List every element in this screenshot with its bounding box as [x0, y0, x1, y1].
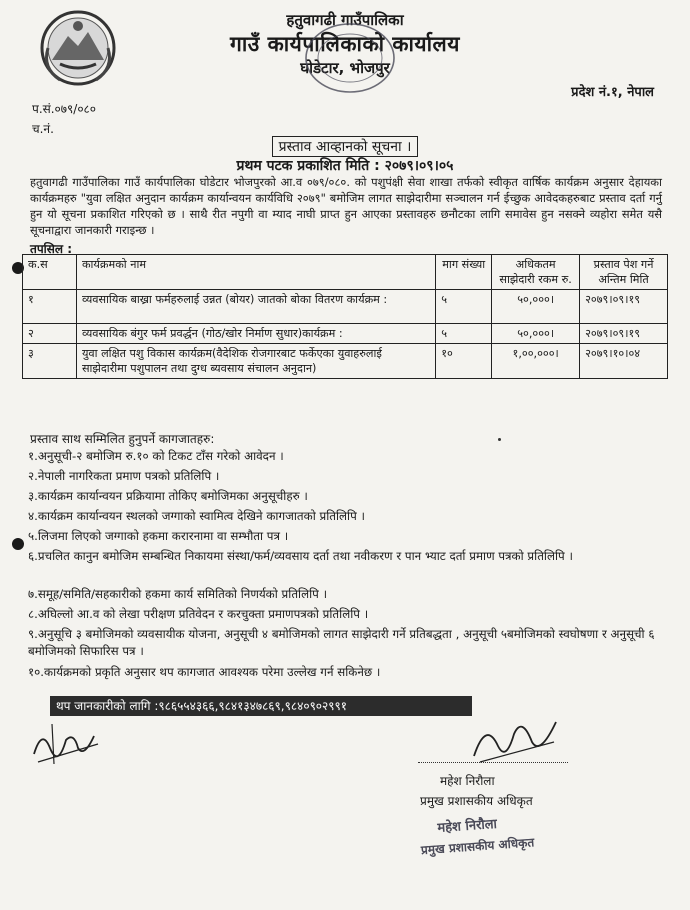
row-serial: १ [23, 290, 77, 324]
province-label: प्रदेश नं.१, नेपाल [571, 85, 654, 100]
doc-item: ३.कार्यक्रम कार्यान्वयन प्रक्रियामा तोकिए बमोजिमका अनुसूचीहरु । [28, 489, 308, 503]
dispatch-number: च.नं. [32, 122, 54, 136]
row-deadline: २०७९।०९।१९ [580, 290, 668, 324]
row-program-name: व्यवसायिक बंगुर फर्म प्रवर्द्धन (गोठ/खोर निर्माण सुधार)कार्यक्रम : [76, 324, 435, 344]
col-serial: क.स [23, 255, 77, 290]
table-header-row [23, 255, 668, 290]
row-amount: ५०,०००। [492, 290, 580, 324]
reference-number: प.सं.०७९/०८० [32, 102, 97, 116]
doc-item: ९.अनुसूचि ३ बमोजिमको व्यवसायीक योजना, अनुसूची ४ बमोजिमको लागत साझेदारी गर्ने प्रतिबद्धता , अनुसूची ५बमोजिमको स्वघोषणा र अनुसूची ६ बमोजिमको सिफारिस पत्र । [28, 627, 655, 658]
row-serial: ३ [23, 344, 77, 379]
notice-title: प्रस्ताव आव्हानको सूचना । [0, 136, 690, 157]
office-stamp-icon [300, 18, 400, 98]
table-row [23, 290, 668, 324]
programs-table [22, 254, 668, 379]
municipality-name: हतुवागढी गाउँपालिका [286, 11, 404, 29]
row-serial: २ [23, 324, 77, 344]
signatory-title: प्रमुख प्रशासकीय अधिकृत [420, 794, 533, 808]
name-stamp [418, 801, 571, 865]
required-docs-heading: प्रस्ताव साथ सम्मिलित हुनुपर्ने कागजातहरु: [30, 432, 215, 446]
handwritten-signature-right [470, 712, 560, 768]
row-quantity: ५ [436, 290, 492, 324]
doc-item: १.अनुसूची-२ बमोजिम रु.१० को टिकट टाँस गरेको आवेदन । [28, 449, 284, 463]
stamp-name: महेश निरौला [437, 816, 498, 836]
stamp-title: प्रमुख प्रशासकीय अधिकृत [420, 835, 535, 858]
doc-item: ८.अघिल्लो आ.व को लेखा परीक्षण प्रतिवेदन र करचुक्ता प्रमाणपत्रको प्रतिलिपि । [28, 607, 369, 621]
doc-item: ७.समूह/समिति/सहकारीको हकमा कार्य समितिको निणर्यको प्रतिलिपि । [28, 587, 328, 601]
row-amount: १,००,०००। [492, 344, 580, 379]
row-program-name: युवा लक्षित पशु विकास कार्यक्रम(वैदेशिक रोजगारबाट फर्केएका युवाहरुलाई साझेदारीमा पशुपालन तथा दुग्ध ब्यवसाय संचालन अनुदान) [76, 344, 435, 379]
office-location: घोडेटार, भोजपुर [300, 59, 390, 77]
table-row [23, 344, 668, 379]
signatory-name: महेश निरौला [440, 774, 495, 788]
doc-item: ४.कार्यक्रम कार्यान्वयन स्थलको जग्गाको स्वामित्व देखिने कागजातको प्रतिलिपि । [28, 509, 366, 523]
details-label: तपसिल : [30, 242, 72, 256]
speck-mark [498, 438, 501, 441]
row-program-name: व्यवसायिक बाख्रा फर्महरुलाई उन्नत (बोयर) जातको बोका वितरण कार्यक्रम : [76, 290, 435, 324]
office-name: गाउँ कार्यपालिकाको कार्यालय [230, 32, 460, 56]
published-date: प्रथम पटक प्रकाशित मिति : २०७९।०९।०५ [236, 158, 454, 174]
doc-item: ६.प्रचलित कानुन बमोजिम सम्बन्धित निकायमा संस्था/फर्म/व्यवसाय दर्ता तथा नवीकरण र पान भ्याट दर्ता प्रमाण पत्रको प्रतिलिपि । [28, 549, 573, 563]
table-row [23, 324, 668, 344]
punch-hole-bottom [12, 538, 24, 550]
doc-item: १०.कार्यक्रमको प्रकृति अनुसार थप कागजात आवश्यक परेमा उल्लेख गर्न सकिनेछ । [28, 665, 381, 679]
row-amount: ५०,०००। [492, 324, 580, 344]
contact-info: थप जानकारीको लागि :९८६५५४३६६,९८४१३४७८६९,९८४०९०२९९१ [50, 696, 472, 716]
signature-line [418, 762, 568, 763]
col-quantity: माग संख्या [436, 255, 492, 290]
col-max-amount: अधिकतम साझेदारी रकम रु. [492, 255, 580, 290]
row-quantity: ५ [436, 324, 492, 344]
handwritten-signature-left [28, 718, 106, 768]
doc-item: २.नेपाली नागरिकता प्रमाण पत्रको प्रतिलिपि । [28, 469, 220, 483]
row-quantity: १० [436, 344, 492, 379]
col-deadline: प्रस्ताव पेश गर्ने अन्तिम मिति [580, 255, 668, 290]
row-deadline: २०७९।१०।०४ [580, 344, 668, 379]
row-deadline: २०७९।०९।१९ [580, 324, 668, 344]
notice-body: हतुवागढी गाउँपालिका गाउँ कार्यपालिका घोडेटार भोजपुरको आ.व ०७९/०८०. को पशुपंक्षी सेवा शाखा तर्फको स्वीकृत वार्षिक कार्यक्रम अनुसार देहायका कार्यक्रमहरु "युवा लक्षित अनुदान कार्यक्रम कार्यान्वयन कार्यविधि २०७९" बमोजिम लागत साझेदारीमा सञ्चालन गर्न ईच्छुक आवेदकहरुबाट प्रस्ताव दर्ता गर्नु हुन यो सूचना प्रकाशित गरिएको छ । साथै रीत नपुगी वा म्याद नाघी प्राप्त हुन आएका प्रस्तावहरु छनौटका लागि समावेस हुन नसक्ने व्यहोरा समेत यसै सूचनाद्वारा जानकारी गराइन्छ । [30, 175, 662, 237]
col-program-name: कार्यक्रमको नाम [76, 255, 435, 290]
doc-item: ५.लिजमा लिएको जग्गाको हकमा करारनामा वा सम्भौता पत्र । [28, 529, 289, 543]
